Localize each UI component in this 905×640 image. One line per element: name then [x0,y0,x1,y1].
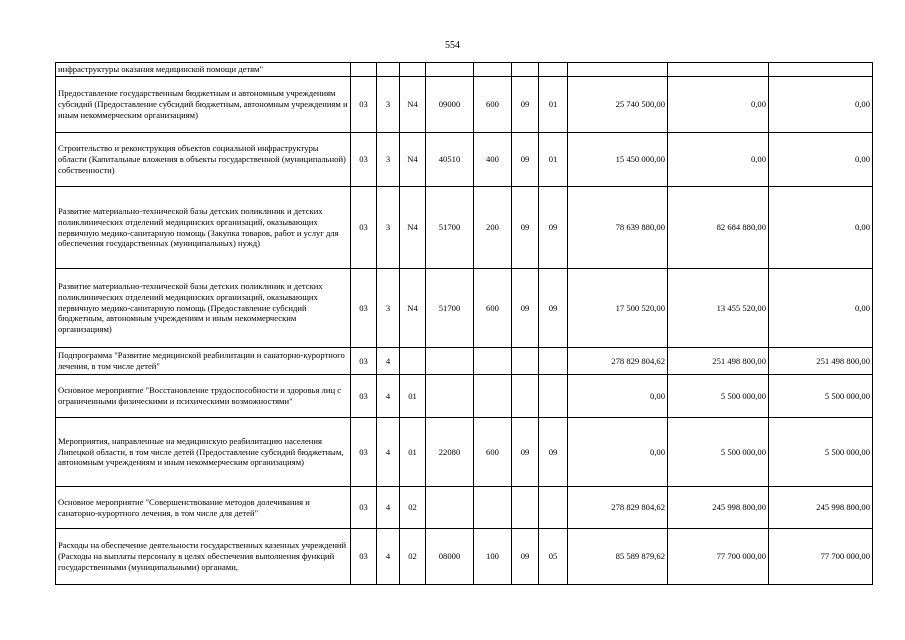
row-description: Строительство и реконструкция объектов социальной инфраструктуры области (Капитальные вложения в объекты государственной (муниципальной) собственности) [56,133,351,187]
amount-year-3: 251 498 800,00 [769,348,873,375]
section-code: 09 [512,133,539,187]
amount-year-1: 15 450 000,00 [568,133,668,187]
section-code [512,348,539,375]
section-code: 09 [512,77,539,133]
row-description: Развитие материально-технической базы детских поликлиник и детских поликлинических отделений медицинских организаций, оказывающих первичную медико-санитарную помощь (Предоставление субсидий бюджетным, автономным учреждениям и иным некоммерческим организациям) [56,269,351,348]
direction-code: 51700 [426,269,474,348]
amount-year-1: 278 829 804,62 [568,487,668,529]
amount-year-1: 0,00 [568,418,668,487]
direction-code [426,487,474,529]
subprogram-code: 4 [377,487,400,529]
row-description: Основное мероприятие "Совершенствование методов долечивания и санаторно-курортного лечения, в том числе для детей" [56,487,351,529]
event-code: N4 [400,187,426,269]
program-code [351,63,377,77]
amount-year-1: 17 500 520,00 [568,269,668,348]
expense-type-code [474,375,512,418]
expense-type-code [474,348,512,375]
section-code [512,63,539,77]
amount-year-3: 0,00 [769,187,873,269]
table-row [56,269,873,348]
program-code: 03 [351,269,377,348]
event-code [400,63,426,77]
amount-year-1: 85 589 879,62 [568,529,668,585]
amount-year-2: 251 498 800,00 [668,348,769,375]
event-code: 02 [400,487,426,529]
program-code: 03 [351,418,377,487]
row-description: инфраструктуры оказания медицинской помощи детям" [56,63,351,77]
budget-table [55,62,873,585]
amount-year-2: 82 684 880,00 [668,187,769,269]
direction-code: 51700 [426,187,474,269]
table-row [56,348,873,375]
row-description: Предоставление государственным бюджетным и автономным учреждениям субсидий (Предоставление субсидий бюджетным, автономным учреждениям и иным некоммерческим организациям) [56,77,351,133]
program-code: 03 [351,529,377,585]
direction-code [426,375,474,418]
event-code: 01 [400,375,426,418]
expense-type-code: 600 [474,77,512,133]
direction-code: 40510 [426,133,474,187]
event-code: 02 [400,529,426,585]
subsection-code [539,63,568,77]
event-code: 01 [400,418,426,487]
subprogram-code: 3 [377,269,400,348]
amount-year-2: 0,00 [668,133,769,187]
subsection-code: 05 [539,529,568,585]
amount-year-2: 13 455 520,00 [668,269,769,348]
amount-year-3: 0,00 [769,269,873,348]
table-row [56,375,873,418]
amount-year-1: 0,00 [568,375,668,418]
amount-year-2: 245 998 800,00 [668,487,769,529]
table-row [56,133,873,187]
program-code: 03 [351,375,377,418]
amount-year-2: 0,00 [668,77,769,133]
subsection-code [539,375,568,418]
table-row [56,77,873,133]
table-row [56,187,873,269]
expense-type-code [474,63,512,77]
expense-type-code: 600 [474,269,512,348]
amount-year-2: 77 700 000,00 [668,529,769,585]
amount-year-1: 25 740 500,00 [568,77,668,133]
program-code: 03 [351,77,377,133]
amount-year-1 [568,63,668,77]
subsection-code [539,348,568,375]
subsection-code: 09 [539,418,568,487]
expense-type-code: 100 [474,529,512,585]
subsection-code: 09 [539,269,568,348]
expense-type-code [474,487,512,529]
amount-year-3: 245 998 800,00 [769,487,873,529]
expense-type-code: 400 [474,133,512,187]
subprogram-code: 3 [377,133,400,187]
subprogram-code [377,63,400,77]
amount-year-3: 0,00 [769,77,873,133]
section-code: 09 [512,529,539,585]
amount-year-3: 77 700 000,00 [769,529,873,585]
row-description: Мероприятия, направленные на медицинскую реабилитацию населения Липецкой области, в том числе детей (Предоставление субсидий бюджетным, автономным учреждениям и иным некоммерческим организациям) [56,418,351,487]
event-code: N4 [400,77,426,133]
subprogram-code: 4 [377,418,400,487]
subsection-code: 01 [539,133,568,187]
program-code: 03 [351,487,377,529]
direction-code [426,63,474,77]
subprogram-code: 4 [377,375,400,418]
amount-year-3: 0,00 [769,133,873,187]
event-code: N4 [400,269,426,348]
amount-year-2 [668,63,769,77]
subsection-code [539,487,568,529]
program-code: 03 [351,187,377,269]
program-code: 03 [351,348,377,375]
amount-year-3 [769,63,873,77]
expense-type-code: 600 [474,418,512,487]
table-row [56,63,873,77]
direction-code: 09000 [426,77,474,133]
amount-year-2: 5 500 000,00 [668,418,769,487]
row-description: Развитие материально-технической базы детских поликлиник и детских поликлинических отделений медицинских организаций, оказывающих первичную медико-санитарную помощь (Закупка товаров, работ и услуг для обеспечения государственных (муниципальных) нужд) [56,187,351,269]
subprogram-code: 3 [377,77,400,133]
event-code: N4 [400,133,426,187]
section-code: 09 [512,269,539,348]
direction-code [426,348,474,375]
section-code [512,375,539,418]
subprogram-code: 4 [377,348,400,375]
section-code: 09 [512,187,539,269]
amount-year-2: 5 500 000,00 [668,375,769,418]
amount-year-3: 5 500 000,00 [769,375,873,418]
amount-year-1: 78 639 880,00 [568,187,668,269]
amount-year-1: 278 829 804,62 [568,348,668,375]
table-row [56,418,873,487]
subsection-code: 09 [539,187,568,269]
direction-code: 08000 [426,529,474,585]
row-description: Подпрограмма "Развитие медицинской реабилитации и санаторно-курортного лечения, в том числе детей" [56,348,351,375]
event-code [400,348,426,375]
row-description: Основное мероприятие "Восстановление трудоспособности и здоровья лиц с ограниченными физическими и психическими возможностями" [56,375,351,418]
subprogram-code: 4 [377,529,400,585]
amount-year-3: 5 500 000,00 [769,418,873,487]
section-code: 09 [512,418,539,487]
table-row [56,529,873,585]
subsection-code: 01 [539,77,568,133]
table-row [56,487,873,529]
direction-code: 22080 [426,418,474,487]
section-code [512,487,539,529]
program-code: 03 [351,133,377,187]
row-description: Расходы на обеспечение деятельности государственных казенных учреждений (Расходы на выплаты персоналу в целях обеспечения выполнения функций государственными (муниципальными) органами, [56,529,351,585]
subprogram-code: 3 [377,187,400,269]
page-number: 554 [445,40,460,51]
expense-type-code: 200 [474,187,512,269]
